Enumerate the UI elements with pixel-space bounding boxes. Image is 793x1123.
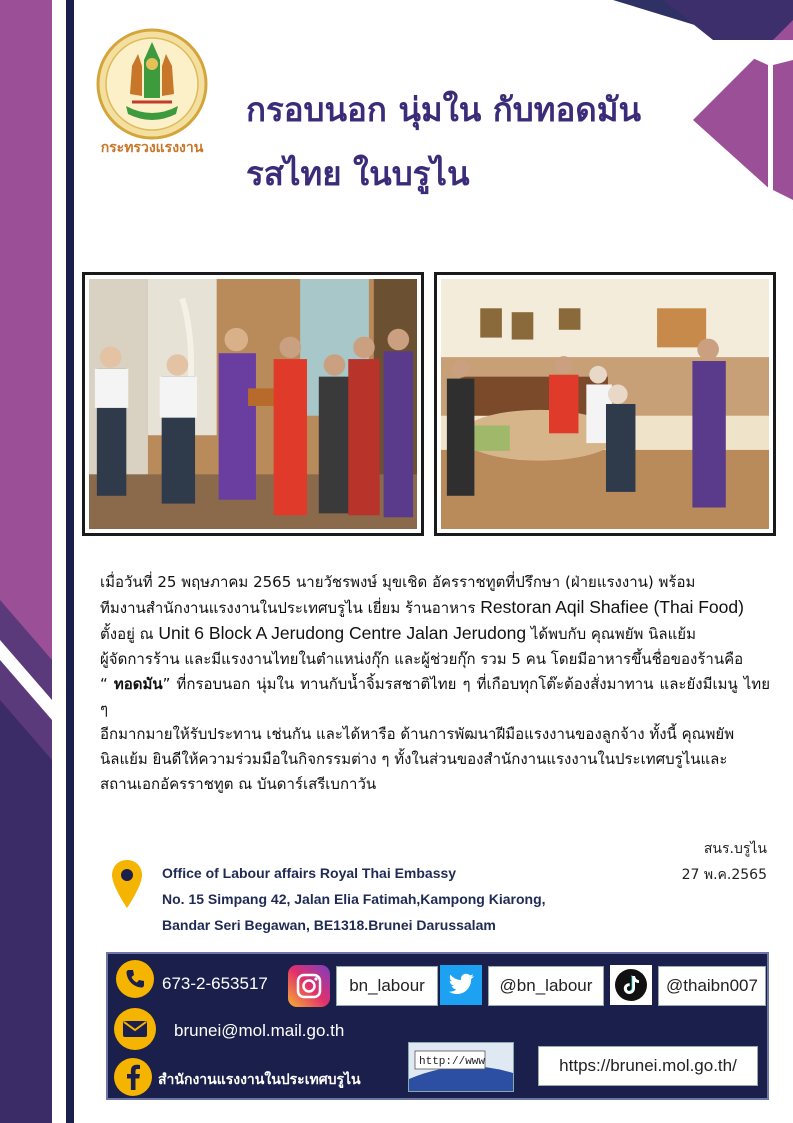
photo-group-visit (82, 272, 424, 536)
restaurant-name: Restoran Aqil Shafiee (Thai Food) (480, 597, 744, 617)
email-address[interactable]: brunei@mol.mail.go.th (174, 1021, 345, 1040)
body-line-3-prefix: ตั้งอยู่ ณ (100, 625, 159, 643)
website-url[interactable]: https://brunei.mol.go.th/ (538, 1046, 758, 1086)
address-line-2: No. 15 Simpang 42, Jalan Elia Fatimah,Kampong Kiarong, (162, 891, 546, 907)
svg-text:http://www: http://www (419, 1056, 486, 1068)
facebook-page-name[interactable]: สำนักงานแรงงานในประเทศบรูไน (158, 1072, 361, 1088)
left-band-decoration (0, 0, 52, 1123)
body-line-7: นิลแย้ม ยินดีให้ความร่วมมือในกิจกรรมต่าง ๆ ทั้งในส่วนของสำนักงานแรงงานในประเทศบรูไนและ (100, 750, 728, 768)
title-line-1: กรอบนอก นุ่มใน กับทอดมัน (246, 90, 642, 129)
contact-panel (106, 952, 769, 1100)
vertical-navy-rule (66, 0, 74, 1123)
quote-open: “ (100, 675, 114, 693)
page-title (246, 78, 746, 206)
body-line-6: อีกมากมายให้รับประทาน เช่นกัน และได้หารือ ด้านการพัฒนาฝีมือแรงงานของลูกจ้าง ทั้งนี้ คุณพยัพ (100, 725, 735, 743)
email-icon (114, 1008, 156, 1050)
ministry-logo (92, 24, 212, 164)
instagram-icon[interactable] (288, 965, 330, 1007)
phone-number[interactable]: 673-2-653517 (162, 974, 268, 993)
twitter-handle[interactable]: @bn_labour (488, 966, 604, 1006)
location-pin-icon (110, 858, 144, 910)
twitter-icon[interactable] (440, 965, 482, 1005)
instagram-handle[interactable]: bn_labour (336, 966, 438, 1006)
body-line-2-text: ทีมงานสำนักงานแรงงานในประเทศบรูไน เยี่ยม ร้านอาหาร (100, 599, 481, 617)
body-line-4: ผู้จัดการร้าน และมีแรงงานไทยในตำแหน่งกุ๊ก และผู้ช่วยกุ๊ก รวม 5 คน โดยมีอาหารขึ้นชื่อของร้านคือ (100, 650, 744, 668)
body-line-3 (100, 621, 770, 647)
body-line-1: เมื่อวันที่ 25 พฤษภาคม 2565 นายวัชรพงษ์ มุขเชิด อัครราชทูตที่ปรึกษา (ฝ่ายแรงงาน) พร้อม (100, 573, 696, 591)
photo-restaurant-kitchen (434, 272, 776, 536)
signoff-org: สนร.บรูไน (703, 841, 767, 857)
tiktok-icon[interactable] (610, 965, 652, 1005)
address-line-1: Office of Labour affairs Royal Thai Embassy (162, 865, 457, 881)
body-line-3-suffix: ได้พบกับ คุณพยัพ นิลแย้ม (526, 625, 696, 643)
http-banner-icon (408, 1042, 514, 1092)
title-line-2: รสไทย ในบรูไน (246, 154, 470, 193)
tiktok-handle[interactable]: @thaibn007 (658, 966, 766, 1006)
address-line-3: Bandar Seri Begawan, BE1318.Brunei Darussalam (162, 917, 496, 933)
office-address (162, 860, 546, 938)
svg-text:กระทรวงแรงงาน: กระทรวงแรงงาน (100, 140, 204, 156)
signoff (682, 836, 767, 888)
body-line-2 (100, 595, 770, 621)
facebook-icon[interactable] (114, 1058, 152, 1096)
body-line-5-text: ” ที่กรอบนอก นุ่มใน ทานกับน้ำจิ้มรสชาติไทย ๆ ที่เกือบทุกโต๊ะต้องสั่งมาทาน และยังมีเมนู ไทย ๆ (100, 675, 770, 718)
phone-icon (116, 960, 154, 998)
dish-name: ทอดมัน (113, 675, 163, 693)
body-line-5 (100, 672, 770, 722)
body-line-8: สถานเอกอัครราชทูต ณ บันดาร์เสรีเบกาวัน (100, 775, 377, 793)
signoff-date: 27 พ.ค.2565 (681, 867, 767, 883)
article-body (100, 570, 770, 797)
restaurant-address: Unit 6 Block A Jerudong Centre Jalan Jerudong (158, 623, 527, 643)
